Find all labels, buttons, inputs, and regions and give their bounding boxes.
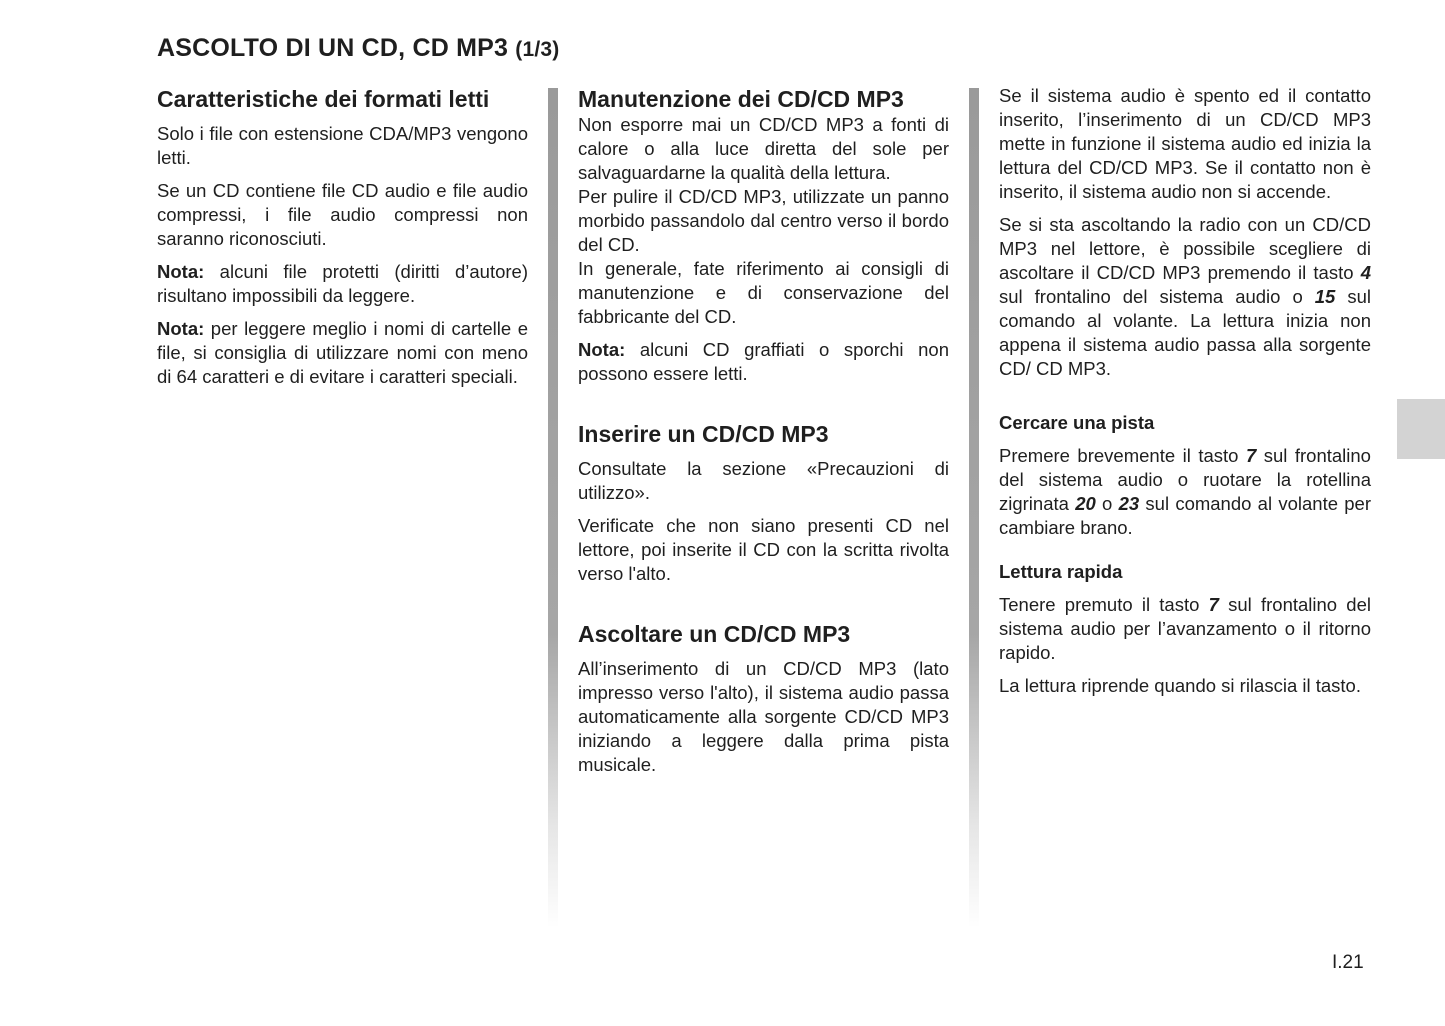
page-title-suffix: (1/3) [515,38,560,61]
chapter-tab [1397,399,1445,459]
paragraph-fast-play: Tenere premuto il tasto 7 sul frontalino del sistema audio per l’avanzamento o il ritorno rapido. [999,594,1371,663]
paragraph-heat-warning: Non esporre mai un CD/CD MP3 a fonti di calore o alla luce diretta del sole per salvaguardarne la qualità della lettura. [578,114,949,183]
paragraph-insert-instructions: Verificate che non siano presenti CD nel lettore, poi inserite il CD con la scritta rivolta verso l'alto. [578,515,949,584]
heading-fast-play: Lettura rapida [999,561,1123,582]
note-label: Nota: [157,318,205,339]
column-formats [157,84,528,389]
paragraph-resume: La lettura riprende quando si rilascia il tasto. [999,675,1361,696]
column-divider-2 [969,88,979,928]
key-reference: 15 [1314,286,1336,307]
column-divider-1 [548,88,558,928]
page-number: I.21 [1332,952,1364,973]
note-protected-files [157,260,528,308]
note-text: alcuni file protetti (diritti d’autore) risultano impossibili da leggere. [157,261,528,306]
paragraph-auto-play: All’inserimento di un CD/CD MP3 (lato impresso verso l'alto), il sistema audio passa automaticamente alla sorgente CD/CD MP3 iniziando a leggere dalla prima pista musicale. [578,658,949,775]
note-label: Nota: [578,339,626,360]
note-scratched-cd [578,338,949,386]
heading-search-track: Cercare una pista [999,412,1155,433]
paragraph-search-track: Premere brevemente il tasto 7 sul frontalino del sistema audio o ruotare la rotellina zigrinata 20 o 23 sul comando al volante per cambiare brano. [999,445,1371,538]
page-title [157,34,559,63]
page-title-main: ASCOLTO DI UN CD, CD MP3 [157,34,509,62]
heading-formats: Caratteristiche dei formati letti [157,86,490,112]
column-maintenance [578,84,949,777]
paragraph-power-on: Se il sistema audio è spento ed il contatto inserito, l’inserimento di un CD/CD MP3 mette in funzione il sistema audio ed inizia la lettura del CD/CD MP3. Se il contatto non è inserito, il sistema audio non si accende. [999,85,1371,202]
key-reference: 7 [1245,445,1257,466]
paragraph-manufacturer-advice: In generale, fate riferimento ai consigli di manutenzione e di conservazione del fabbricante del CD. [578,258,949,327]
note-text: alcuni CD graffiati o sporchi non possono essere letti. [578,339,949,384]
key-reference: 7 [1208,594,1219,615]
heading-maintenance: Manutenzione dei CD/CD MP3 [578,86,904,112]
note-file-names [157,317,528,389]
key-reference: 4 [1360,262,1371,283]
key-reference: 23 [1118,493,1140,514]
heading-insert-cd: Inserire un CD/CD MP3 [578,421,829,447]
paragraph-switch-source: Se si sta ascoltando la radio con un CD/CD MP3 nel lettore, è possibile scegliere di ascoltare il CD/CD MP3 premendo il tasto 4 sul frontalino del sistema audio o 15 sul comando al volante. La lettura inizia non appena il sistema audio passa alla sorgente CD/ CD MP3. [999,214,1371,379]
note-label: Nota: [157,261,205,282]
paragraph-file-extensions: Solo i file con estensione CDA/MP3 vengono letti. [157,123,528,168]
key-reference: 20 [1075,493,1096,514]
paragraph-cleaning: Per pulire il CD/CD MP3, utilizzate un panno morbido passandolo dal centro verso il bordo del CD. [578,186,949,255]
heading-listen-cd: Ascoltare un CD/CD MP3 [578,621,851,647]
column-playback [999,84,1371,698]
note-text: per leggere meglio i nomi di cartelle e file, si consiglia di utilizzare nomi con meno di 64 caratteri e di evitare i caratteri speciali. [157,318,528,387]
paragraph-mixed-files: Se un CD contiene file CD audio e file audio compressi, i file audio compressi non saranno riconosciuti. [157,180,528,249]
paragraph-precautions: Consultate la sezione «Precauzioni di utilizzo». [578,458,949,503]
